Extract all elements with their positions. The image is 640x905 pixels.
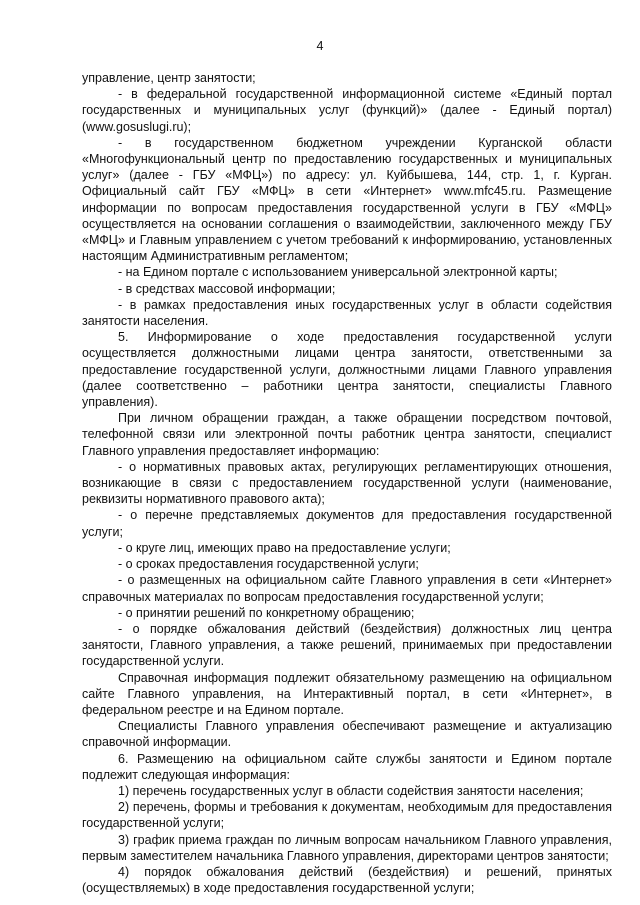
list-item-documents: - о перечне представляемых документов для предоставления государственной услуги;	[82, 508, 612, 539]
list-item-decisions: - о принятии решений по конкретному обращению;	[118, 605, 415, 620]
list-item-mfc: - в государственном бюджетном учреждении Курганской области «Многофункциональный центр по предоставлению государственных и муниципальных услуг» (далее - ГБУ «МФЦ») по адресу: ул. Куйбышева, 144, стр. 1, г. Курган. Официальный сайт ГБУ «МФЦ» в сети «Интернет» www.mfc45.ru. Размещение информации по вопросам предоставления государственной услуги в ГБУ «МФЦ» осуществляется на основании соглашения о взаимодействии, заключенного между ГБУ «МФЦ» и Главным управлением с учетом требований к информированию, установленных настоящим Административным регламентом;	[82, 135, 612, 264]
list-item-mass-media: - в средствах массовой информации;	[118, 281, 336, 296]
list-item-gosuslugi: - в федеральной государственной информационной системе «Единый портал государственных и муниципальных услуг (функций)» (далее - Единый портал) (www.gosuslugi.ru);	[82, 87, 612, 134]
list-item-other-services: - в рамках предоставления иных государственных услуг в области содействия занятости населения.	[82, 297, 612, 329]
numbered-item-2: 2) перечень, формы и требования к документам, необходимым для предоставления государственной услуги;	[82, 800, 612, 831]
numbered-item-4: 4) порядок обжалования действий (бездействия) и решений, принятых (осуществляемых) в ходе предоставления государственной услуги;	[82, 864, 612, 896]
list-item-terms: - о сроках предоставления государственной услуги;	[118, 557, 419, 572]
list-item-normative-acts: - о нормативных правовых актах, регулирующих регламентирующих отношения, возникающие в связи с предоставлением государственной услуги (наименование, реквизиты нормативного правового акта);	[82, 459, 612, 507]
list-item-appeal-procedure: - о порядке обжалования действий (бездействия) должностных лиц центра занятости, Главного управления, а также решений, принимаемых при предоставлении государственной услуги.	[82, 621, 612, 669]
document-body	[82, 70, 612, 896]
list-item-electronic-card: - на Едином портале с использованием универсальной электронной карты;	[118, 265, 558, 280]
numbered-item-1: 1) перечень государственных услуг в области содействия занятости населения;	[118, 783, 584, 798]
page-number: 4	[316, 39, 324, 53]
paragraph-personal-appeal: При личном обращении граждан, а также обращении посредством почтовой, телефонной связи или электронной почты работник центра занятости, специалист Главного управления предоставляет информацию:	[82, 411, 612, 458]
paragraph-section-6: 6. Размещению на официальном сайте службы занятости и Едином портале подлежит следующая информация:	[82, 751, 612, 782]
paragraph-section-5: 5. Информирование о ходе предоставления государственной услуги осуществляется должностными лицами центра занятости, ответственными за предоставление государственной услуги, должностными лицами Главного управления (далее соответственно – работники центра занятости, специалисты Главного управления).	[82, 330, 612, 410]
list-item-reference-materials: - о размещенных на официальном сайте Главного управления в сети «Интернет» справочных материалах по вопросам предоставления государственной услуги;	[82, 573, 612, 604]
list-item-eligible-persons: - о круге лиц, имеющих право на предоставление услуги;	[118, 540, 451, 555]
paragraph-continuation: управление, центр занятости;	[82, 71, 256, 85]
paragraph-reference-info: Справочная информация подлежит обязательному размещению на официальном сайте Главного управления, на Интерактивный портал, в сети «Интернет», в федеральном реестре и на Едином портале.	[82, 670, 612, 717]
numbered-item-3: 3) график приема граждан по личным вопросам начальником Главного управления, первым заместителем начальника Главного управления, директорами центров занятости;	[82, 832, 612, 863]
paragraph-specialists: Специалисты Главного управления обеспечивают размещение и актуализацию справочной информации.	[82, 719, 612, 750]
